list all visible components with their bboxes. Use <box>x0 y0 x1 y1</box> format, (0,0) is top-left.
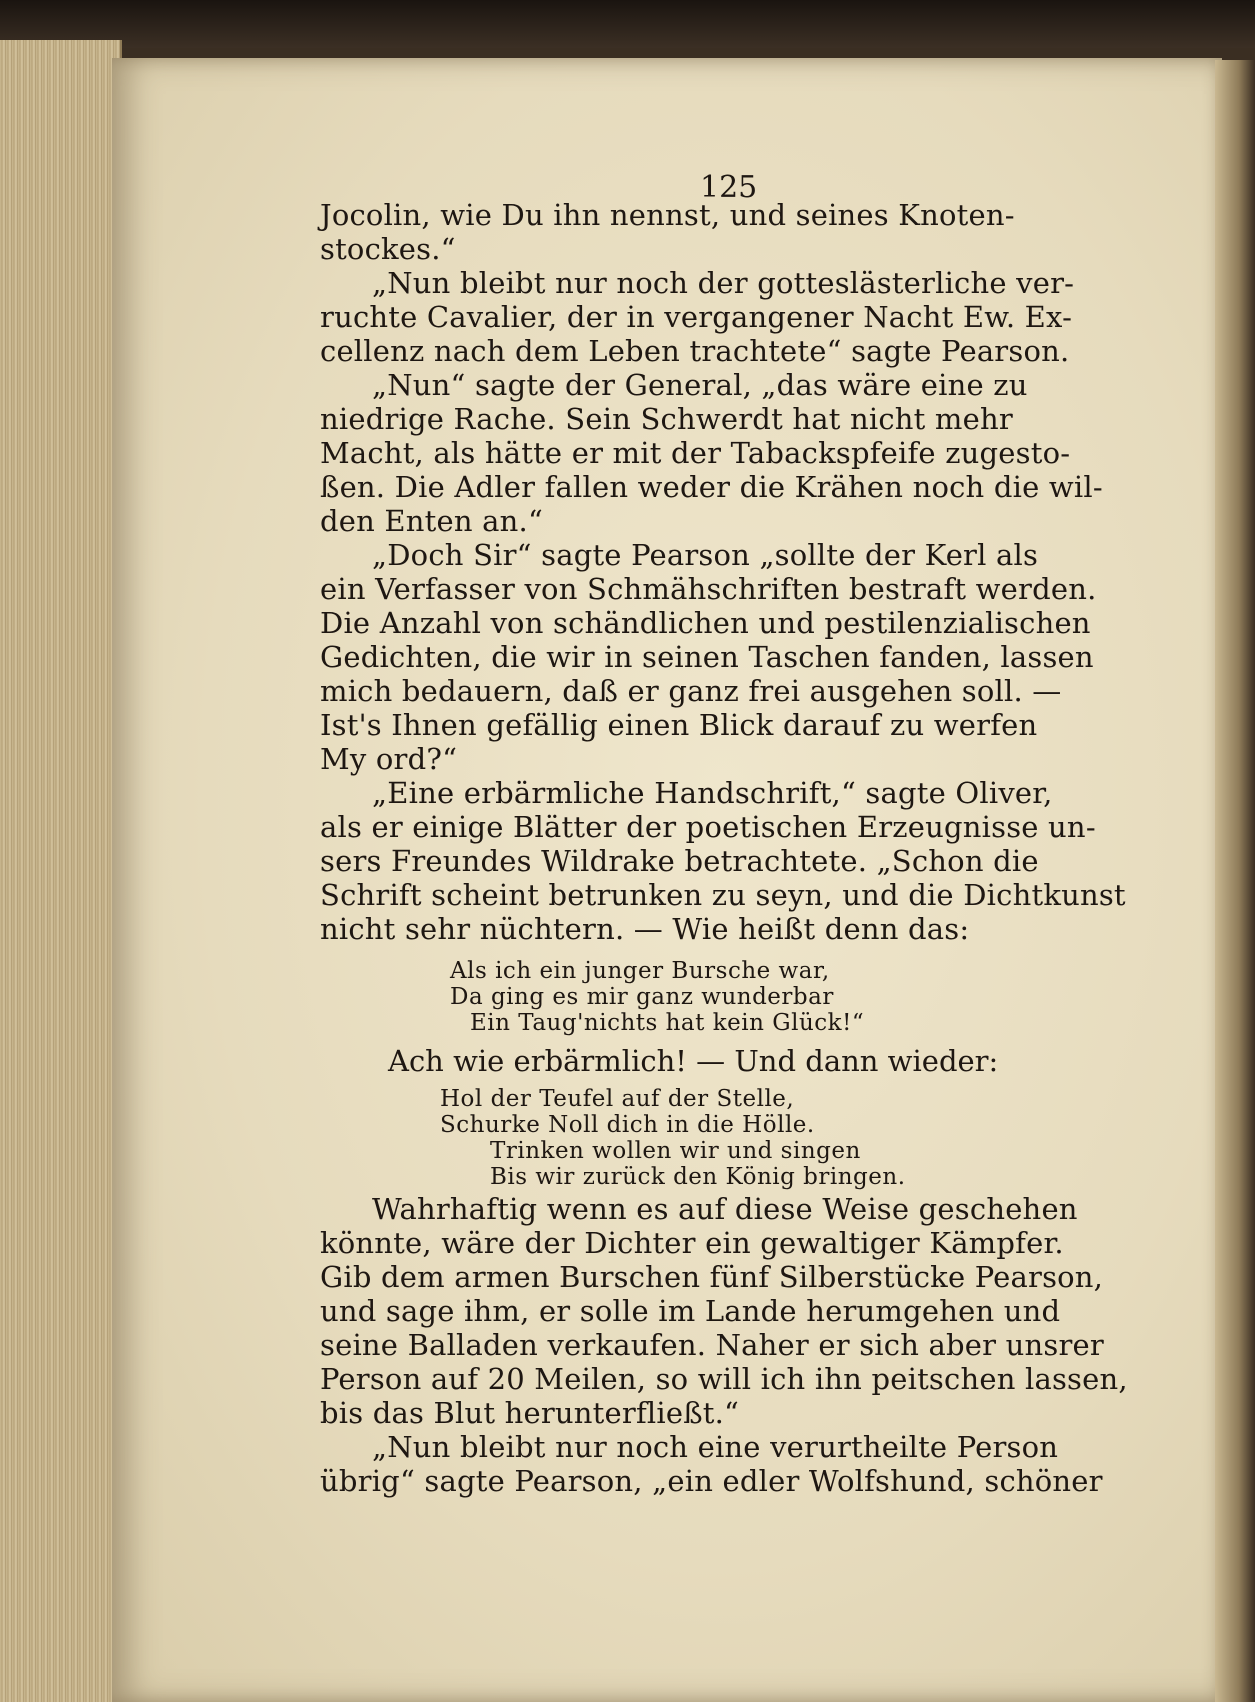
text-line: Jocolin, wie Du ihn nennst, und seines Knoten- <box>320 198 1015 232</box>
text-line: könnte, wäre der Dichter ein gewaltiger Kämpfer. <box>320 1226 1064 1260</box>
text-line: cellenz nach dem Leben trachtete“ sagte Pearson. <box>320 334 1070 368</box>
page-stack-edge <box>0 40 122 1702</box>
text-line: Schrift scheint betrunken zu seyn, und die Dichtkunst <box>320 878 1126 912</box>
text-line: Wahrhaftig wenn es auf diese Weise geschehen <box>372 1192 1078 1226</box>
text-line: Person auf 20 Meilen, so will ich ihn peitschen lassen, <box>320 1362 1128 1396</box>
text-line: und sage ihm, er solle im Lande herumgehen und <box>320 1294 1061 1328</box>
text-line: „Nun“ sagte der General, „das wäre eine zu <box>372 368 1028 402</box>
text-line: Gedichten, die wir in seinen Taschen fanden, lassen <box>320 640 1094 674</box>
text-line: nicht sehr nüchtern. — Wie heißt denn das: <box>320 912 970 946</box>
page-right-edge <box>1215 60 1255 1702</box>
interjection: Ach wie erbärmlich! — Und dann wieder: <box>388 1044 999 1078</box>
verse-line: Hol der Teufel auf der Stelle, <box>440 1086 795 1112</box>
text-line: den Enten an.“ <box>320 504 543 538</box>
text-line: „Doch Sir“ sagte Pearson „sollte der Kerl als <box>372 538 1039 572</box>
text-line: „Eine erbärmliche Handschrift,“ sagte Oliver, <box>372 776 1053 810</box>
verse-line: Bis wir zurück den König bringen. <box>490 1164 906 1190</box>
text-line: Gib dem armen Burschen fünf Silberstücke Pearson, <box>320 1260 1104 1294</box>
text-line: Macht, als hätte er mit der Tabackspfeife zugesto- <box>320 436 1071 470</box>
text-line: „Nun bleibt nur noch der gotteslästerliche ver- <box>372 266 1075 300</box>
text-line: My ord?“ <box>320 742 458 776</box>
text-line: niedrige Rache. Sein Schwerdt hat nicht mehr <box>320 402 1013 436</box>
verse-line: Schurke Noll dich in die Hölle. <box>440 1112 815 1138</box>
text-line: „Nun bleibt nur noch eine verurtheilte Person <box>372 1430 1059 1464</box>
page-number: 125 <box>700 170 758 205</box>
verse-line: Trinken wollen wir und singen <box>490 1138 861 1164</box>
text-line: sers Freundes Wildrake betrachtete. „Schon die <box>320 844 1039 878</box>
text-line: bis das Blut herunterfließt.“ <box>320 1396 740 1430</box>
text-line: seine Balladen verkaufen. Naher er sich aber unsrer <box>320 1328 1104 1362</box>
text-line: Die Anzahl von schändlichen und pestilenzialischen <box>320 606 1091 640</box>
scan-background-top <box>0 0 1255 48</box>
text-line: als er einige Blätter der poetischen Erzeugnisse un- <box>320 810 1096 844</box>
text-line: mich bedauern, daß er ganz frei ausgehen soll. — <box>320 674 1062 708</box>
verse-line: Ein Taug'nichts hat kein Glück!“ <box>470 1010 865 1036</box>
text-line: ein Verfasser von Schmähschriften bestraft werden. <box>320 572 1097 606</box>
verse-line: Als ich ein junger Bursche war, <box>450 958 830 984</box>
verse-line: Da ging es mir ganz wunderbar <box>450 984 834 1010</box>
text-line: übrig“ sagte Pearson, „ein edler Wolfshund, schöner <box>320 1464 1103 1498</box>
text-line: stockes.“ <box>320 232 456 266</box>
text-line: Ist's Ihnen gefällig einen Blick darauf zu werfen <box>320 708 1038 742</box>
text-line: ruchte Cavalier, der in vergangener Nacht Ew. Ex- <box>320 300 1073 334</box>
text-line: ßen. Die Adler fallen weder die Krähen noch die wil- <box>320 470 1103 504</box>
